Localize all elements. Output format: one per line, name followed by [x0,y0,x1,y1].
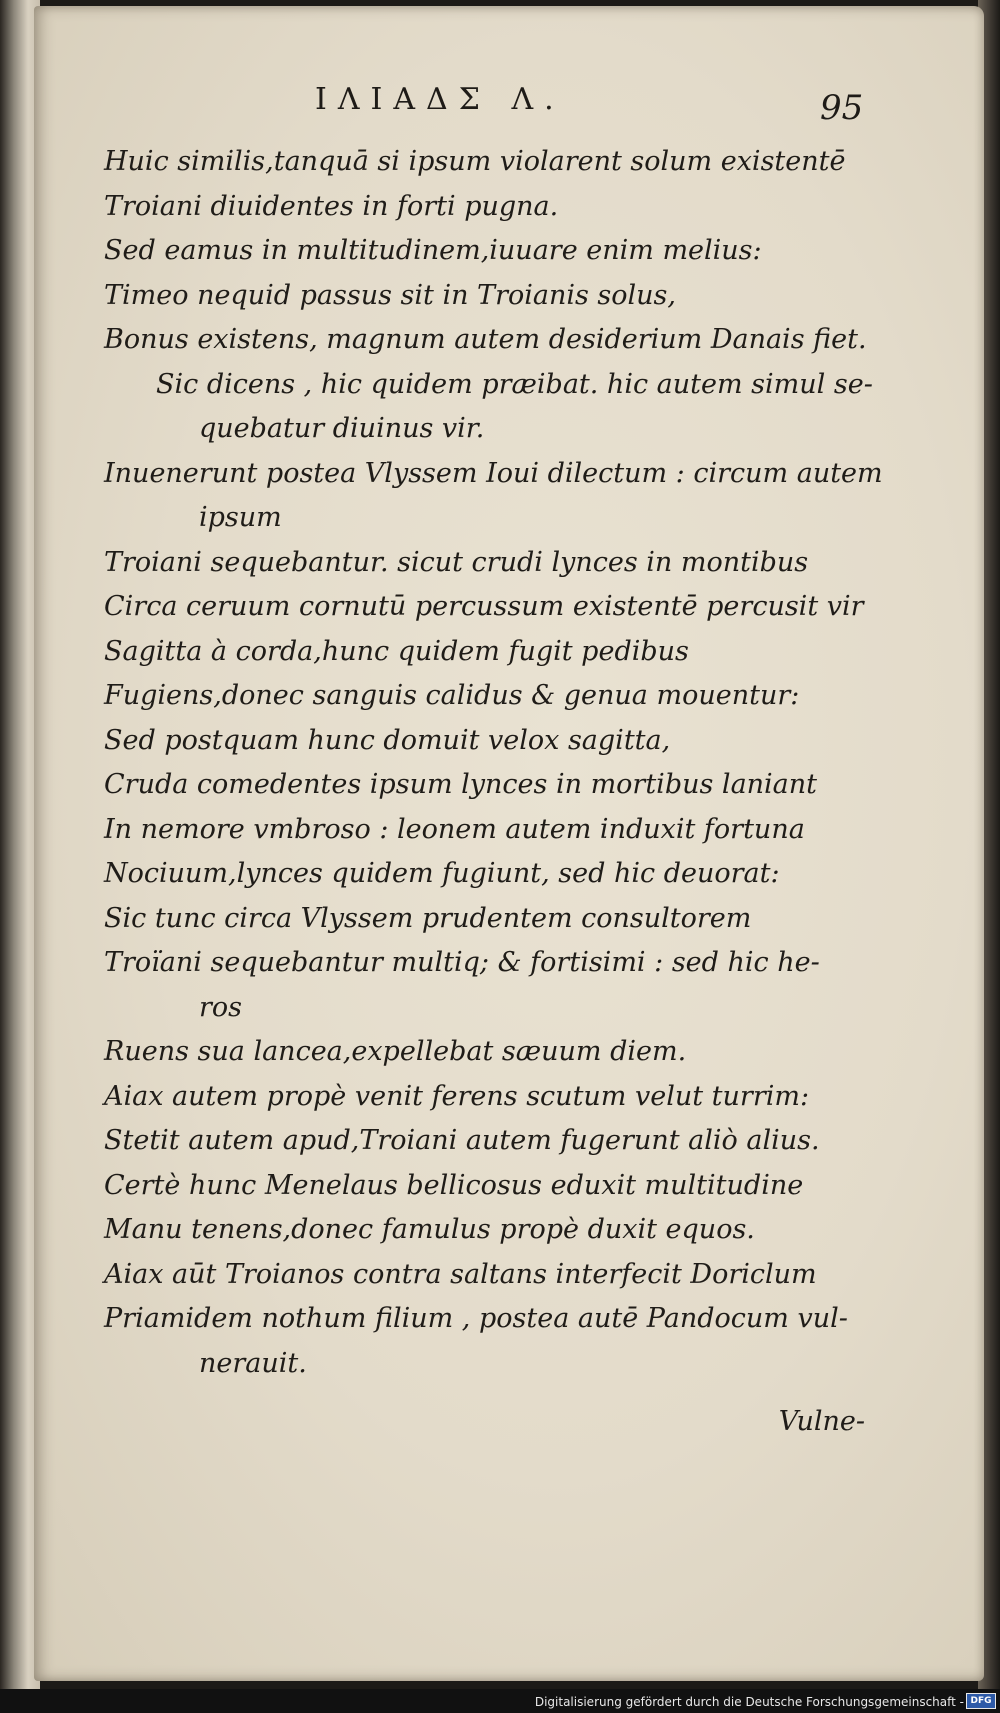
text-line: ros [199,991,243,1023]
text-line: Timeo nequid passus sit in Troianis solus, [104,279,676,311]
text-line: Bonus existens, magnum autem desiderium Danais fiet. [104,324,867,355]
text-line: Ruens sua lancea,expellebat sæuum diem. [104,1036,687,1067]
latin-text-block [104,140,883,1386]
text-line: Sic tunc circa Vlyssem prudentem consultorem [104,902,752,934]
text-line: Troiani sequebantur. sicut crudi lynces in montibus [104,546,809,578]
text-line: Sed postquam hunc domuit velox sagitta, [104,724,671,756]
text-line: Sic dicens , hic quidem præibat. hic autem simul se- [156,368,873,400]
text-line: Huic similis,tanquā si ipsum violarent solum existentē [104,146,846,177]
funding-note: Digitalisierung gefördert durch die Deutsche Forschungsgemeinschaft - [534,1695,964,1709]
text-line: Nociuum,lynces quidem fugiunt, sed hic deuorat: [104,858,780,889]
text-line: Priamidem nothum filium , postea autē Pandocum vul- [104,1303,848,1334]
text-line: Stetit autem apud,Troiani autem fugerunt aliò alius. [104,1125,820,1156]
running-head: ΙΛΙΑΔΣ Λ. [315,82,565,117]
text-line: Fugiens,donec sanguis calidus & genua mouentur: [104,680,800,711]
text-line: Aiax autem propè venit ferens scutum velut turrim: [104,1080,810,1112]
text-line: Manu tenens,donec famulus propè duxit equos. [104,1214,755,1245]
page-number: 95 [820,88,864,128]
text-line: Aiax aūt Troianos contra saltans interfecit Doriclum [104,1258,817,1290]
text-line: Inuenerunt postea Vlyssem Ioui dilectum : circum autem [104,457,883,489]
text-line: nerauit. [199,1347,307,1379]
text-line: Sagitta à corda,hunc quidem fugit pedibus [104,635,689,667]
text-line: Troiani diuidentes in forti pugna. [104,190,559,222]
digitization-footer [0,1689,1000,1713]
text-line: quebatur diuinus vir. [199,413,485,444]
text-line: Circa ceruum cornutū percussum existentē percusit vir [104,591,864,622]
text-line: Cruda comedentes ipsum lynces in mortibus laniant [104,769,818,800]
catchword: Vulne- [778,1406,865,1437]
text-line: Certè hunc Menelaus bellicosus eduxit multitudine [104,1169,804,1201]
dfg-logo-icon: DFG [966,1693,996,1709]
text-line: ipsum [199,502,282,533]
text-line: Sed eamus in multitudinem,iuuare enim melius: [104,235,762,266]
text-line: In nemore vmbroso : leonem autem induxit fortuna [104,813,805,845]
text-line: Troïani sequebantur multiq; & fortisimi : sed hic he- [104,947,820,978]
